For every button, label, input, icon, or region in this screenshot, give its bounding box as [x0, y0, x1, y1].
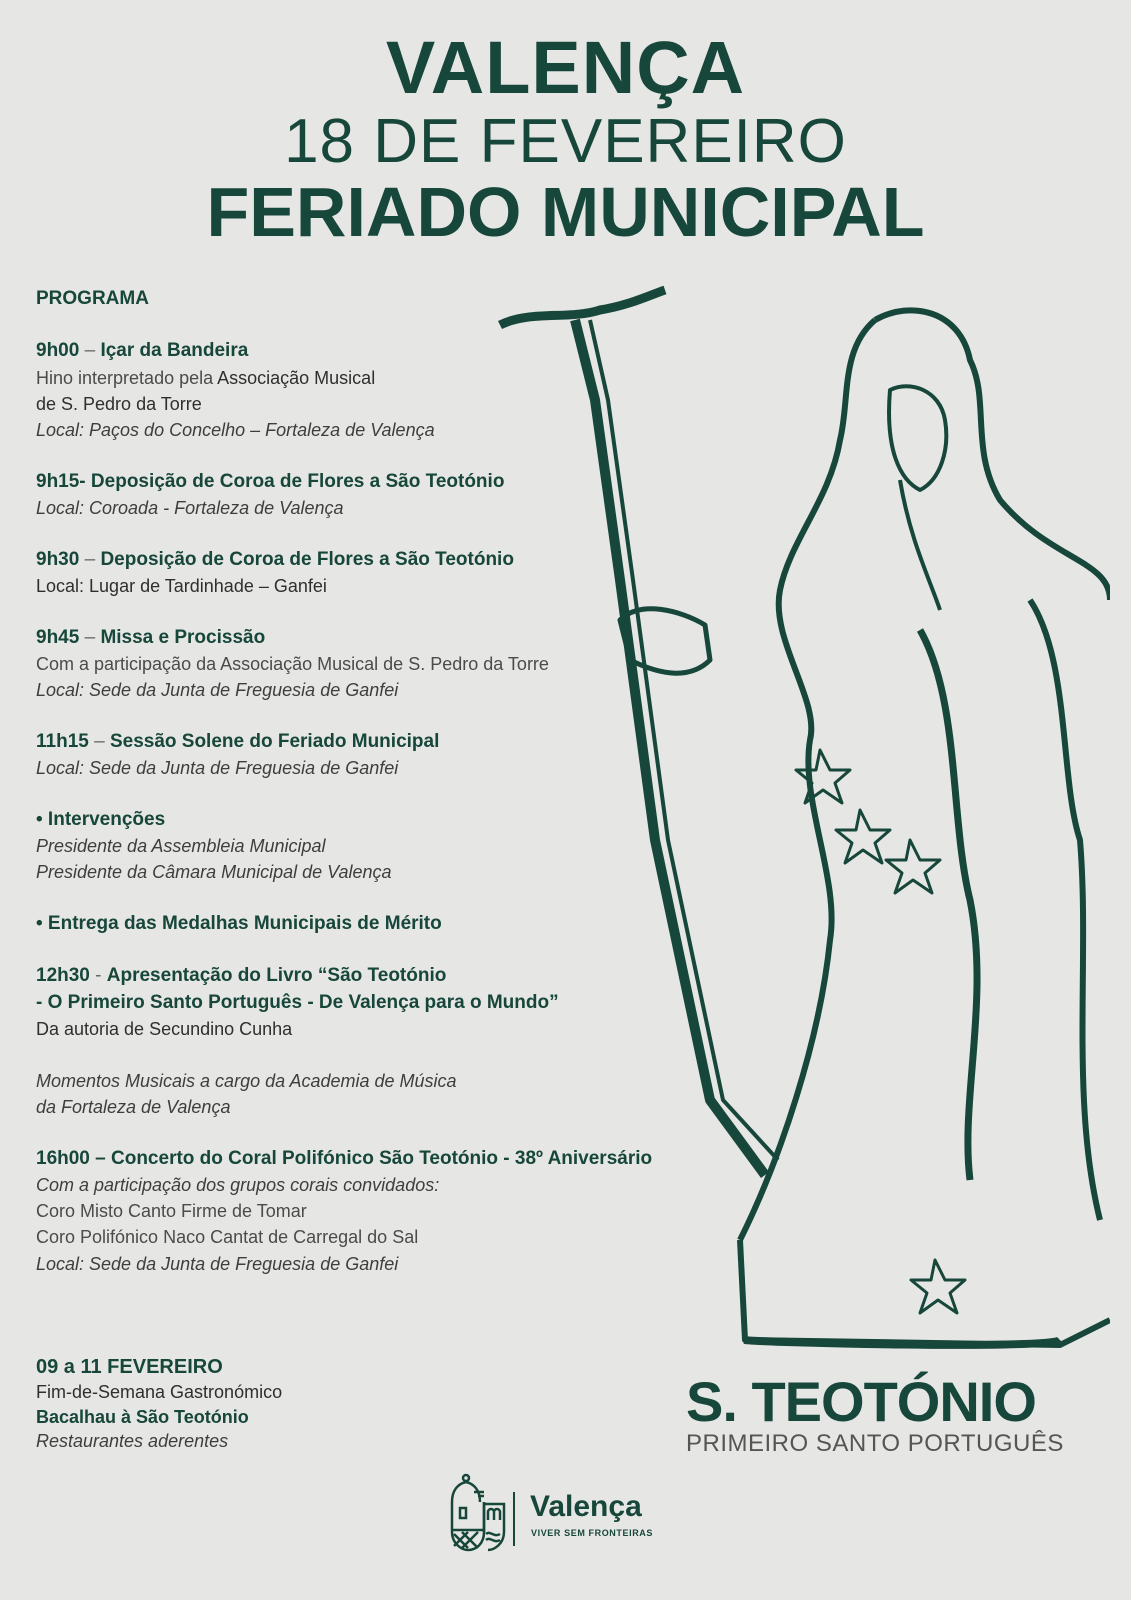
- valenca-crest-icon: [448, 1472, 524, 1552]
- event-9h00-desc2: de S. Pedro da Torre: [36, 394, 202, 414]
- interventions-title: • Intervenções: [36, 809, 166, 830]
- interventions-line1: Presidente da Assembleia Municipal: [36, 836, 326, 856]
- event-9h15-local: Local: Coroada - Fortaleza de Valença: [36, 498, 344, 518]
- event-11h15-local: Local: Sede da Junta de Freguesia de Ganfei: [36, 758, 399, 778]
- event-9h45-title: 9h45 – Missa e Procissão: [36, 627, 266, 648]
- gastro-line2: Bacalhau à São Teotónio: [36, 1407, 249, 1427]
- event-16h00-local: Local: Sede da Junta de Freguesia de Ganfei: [36, 1254, 399, 1274]
- logo-tagline: VIVER SEM FRONTEIRAS: [531, 1528, 654, 1538]
- program-heading: PROGRAMA: [36, 288, 149, 309]
- event-9h45-local: Local: Sede da Junta de Freguesia de Ganfei: [36, 680, 399, 700]
- event-12h30-title: 12h30 - Apresentação do Livro “São Teotónio: [36, 965, 447, 986]
- saint-name: S. TEOTÓNIO: [686, 1370, 1036, 1433]
- event-12h30-title2: - O Primeiro Santo Português - De Valença para o Mundo”: [36, 992, 559, 1013]
- music-line2: da Fortaleza de Valença: [36, 1097, 231, 1117]
- event-12h30-author: Da autoria de Secundino Cunha: [36, 1019, 293, 1039]
- interventions-line2: Presidente da Câmara Municipal de Valença: [36, 862, 392, 882]
- event-9h00-title: 9h00 – Içar da Bandeira: [36, 340, 249, 361]
- title-date: 18 DE FEVEREIRO: [284, 107, 847, 176]
- title-feriado: FERIADO MUNICIPAL: [206, 173, 925, 251]
- event-9h00-local: Local: Paços do Concelho – Fortaleza de Valença: [36, 420, 435, 440]
- medals-title: • Entrega das Medalhas Municipais de Mérito: [36, 913, 442, 934]
- event-16h00-choir1: Coro Misto Canto Firme de Tomar: [36, 1201, 307, 1221]
- event-16h00-title: 16h00 – Concerto do Coral Polifónico São Teotónio - 38º Aniversário: [36, 1148, 653, 1169]
- event-9h30-local: Local: Lugar de Tardinhade – Ganfei: [36, 576, 327, 596]
- gastro-line1: Fim-de-Semana Gastronómico: [36, 1382, 283, 1402]
- event-9h45-desc: Com a participação da Associação Musical de S. Pedro da Torre: [36, 654, 549, 674]
- saint-subtitle: PRIMEIRO SANTO PORTUGUÊS: [686, 1430, 1064, 1457]
- gastro-dates: 09 a 11 FEVEREIRO: [36, 1356, 223, 1378]
- music-line1: Momentos Musicais a cargo da Academia de Música: [36, 1071, 457, 1091]
- logo-wordmark: Valença: [530, 1490, 642, 1523]
- event-16h00-choir2: Coro Polifónico Naco Cantat de Carregal do Sal: [36, 1227, 419, 1247]
- event-9h30-title: 9h30 – Deposição de Coroa de Flores a São Teotónio: [36, 549, 514, 570]
- event-16h00-desc: Com a participação dos grupos corais convidados:: [36, 1175, 440, 1195]
- gastro-line3: Restaurantes aderentes: [36, 1431, 229, 1451]
- event-9h15-title: 9h15- Deposição de Coroa de Flores a São Teotónio: [36, 471, 505, 492]
- saint-statue-illustration: [490, 280, 1110, 1360]
- event-11h15-title: 11h15 – Sessão Solene do Feriado Municipal: [36, 731, 440, 752]
- event-9h00-desc: Hino interpretado pela Associação Musical: [36, 368, 376, 388]
- title-valenca: VALENÇA: [385, 26, 746, 109]
